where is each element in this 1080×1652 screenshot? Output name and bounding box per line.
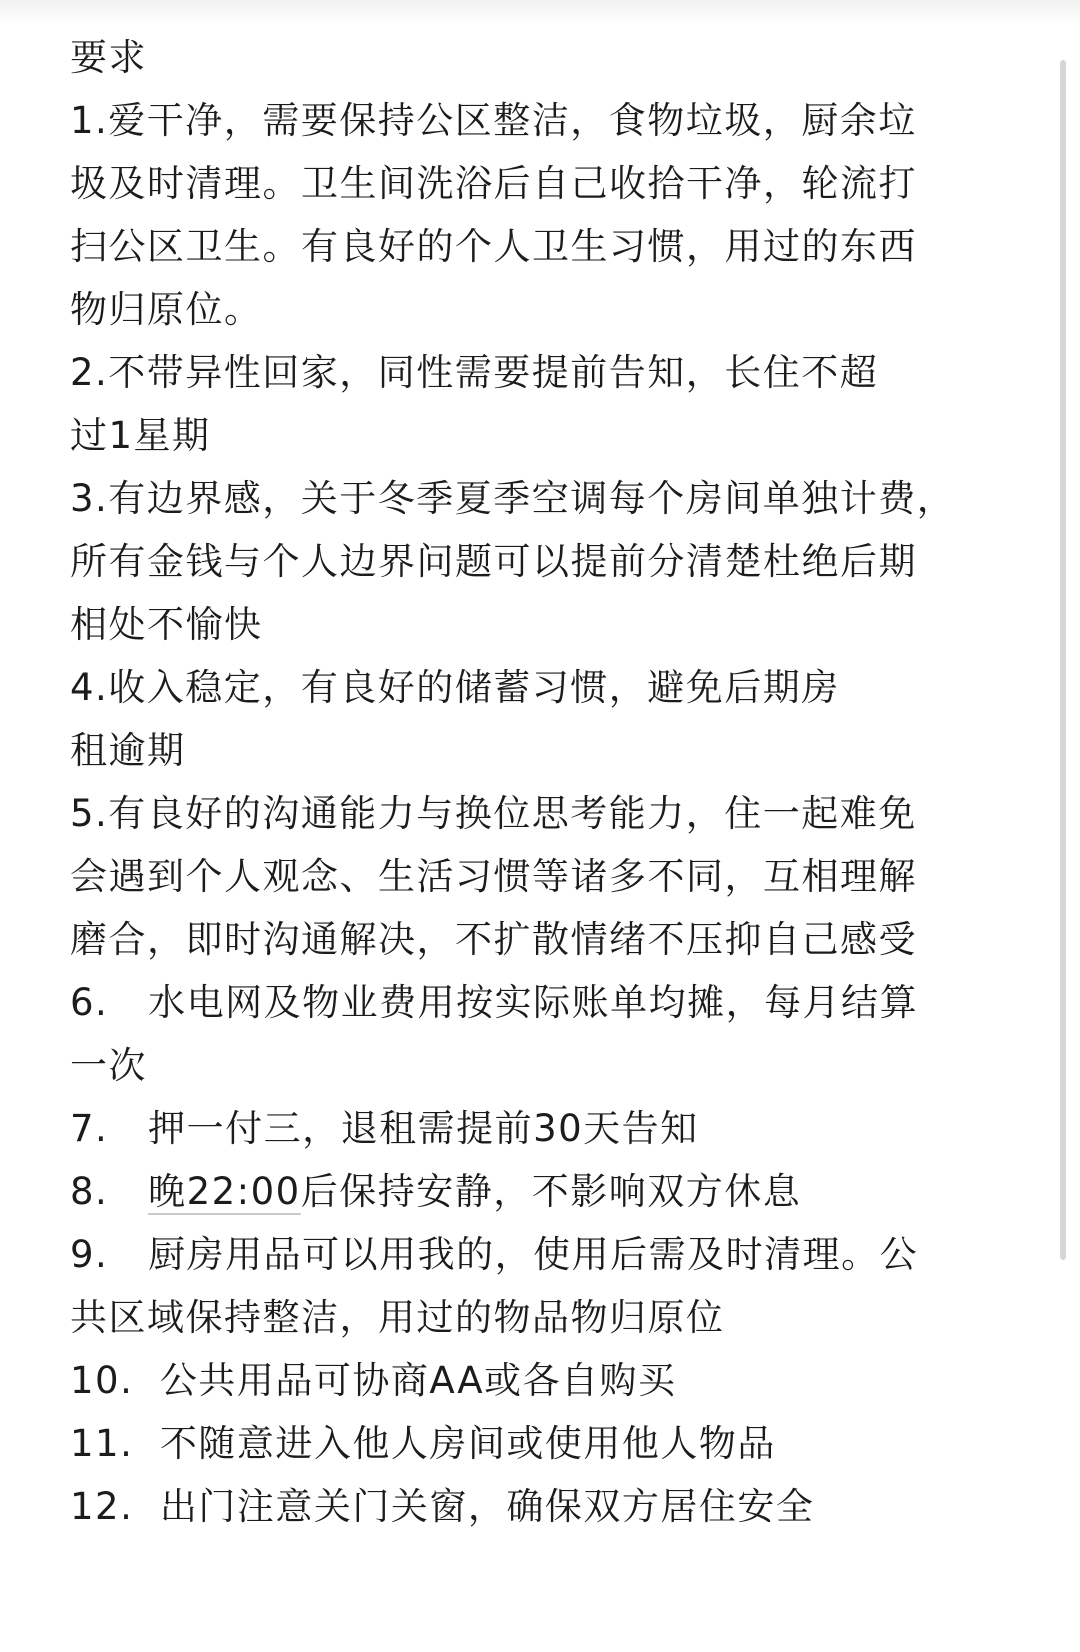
- note-line: 9. 厨房用品可以用我的，使用后需及时清理。公: [70, 1233, 919, 1276]
- note-line: 所有金钱与个人边界问题可以提前分清楚杜绝后期: [70, 540, 917, 583]
- note-line: 磨合，即时沟通解决，不扩散情绪不压抑自己感受: [70, 918, 917, 961]
- note-line: 11. 不随意进入他人房间或使用他人物品: [70, 1422, 776, 1465]
- list-number: 8.: [70, 1170, 149, 1213]
- note-line: 租逾期: [70, 729, 186, 772]
- note-line: 扫公区卫生。有良好的个人卫生习惯，用过的东西: [70, 225, 917, 268]
- note-line: 会遇到个人观念、生活习惯等诸多不同，互相理解: [70, 855, 917, 898]
- note-line: 过1星期: [70, 414, 211, 457]
- note-line: 10. 公共用品可协商AA或各自购买: [70, 1359, 677, 1402]
- note-line: 相处不愉快: [70, 603, 263, 646]
- top-edge-shadow: [0, 0, 1080, 24]
- note-line: 共区域保持整洁，用过的物品物归原位: [70, 1296, 725, 1339]
- note-heading: 要求: [70, 36, 147, 79]
- note-line: 4.收入稳定，有良好的储蓄习惯，避免后期房: [70, 666, 840, 709]
- time-link[interactable]: 晚22:00: [148, 1170, 301, 1213]
- note-line: 物归原位。: [70, 288, 263, 331]
- note-line: 7. 押一付三，退租需提前30天告知: [70, 1107, 699, 1150]
- note-line: 12. 出门注意关门关窗，确保双方居住安全: [70, 1485, 815, 1528]
- note-line-8: [70, 1160, 990, 1223]
- note-line: 2.不带异性回家，同性需要提前告知，长住不超: [70, 351, 879, 394]
- note-line: 1.爱干净，需要保持公区整洁，食物垃圾，厨余垃: [70, 99, 917, 142]
- note-line-text: 后保持安静，不影响双方休息: [300, 1170, 802, 1213]
- note-body[interactable]: [70, 26, 990, 1538]
- note-line: 一次: [70, 1044, 147, 1087]
- scrollbar[interactable]: [1060, 60, 1066, 1260]
- note-line: 5.有良好的沟通能力与换位思考能力，住一起难免: [70, 792, 917, 835]
- note-line: 3.有边界感，关于冬季夏季空调每个房间单独计费，: [70, 477, 956, 520]
- note-line: 6. 水电网及物业费用按实际账单均摊，每月结算: [70, 981, 919, 1024]
- note-line: 圾及时清理。卫生间洗浴后自己收拾干净，轮流打: [70, 162, 917, 205]
